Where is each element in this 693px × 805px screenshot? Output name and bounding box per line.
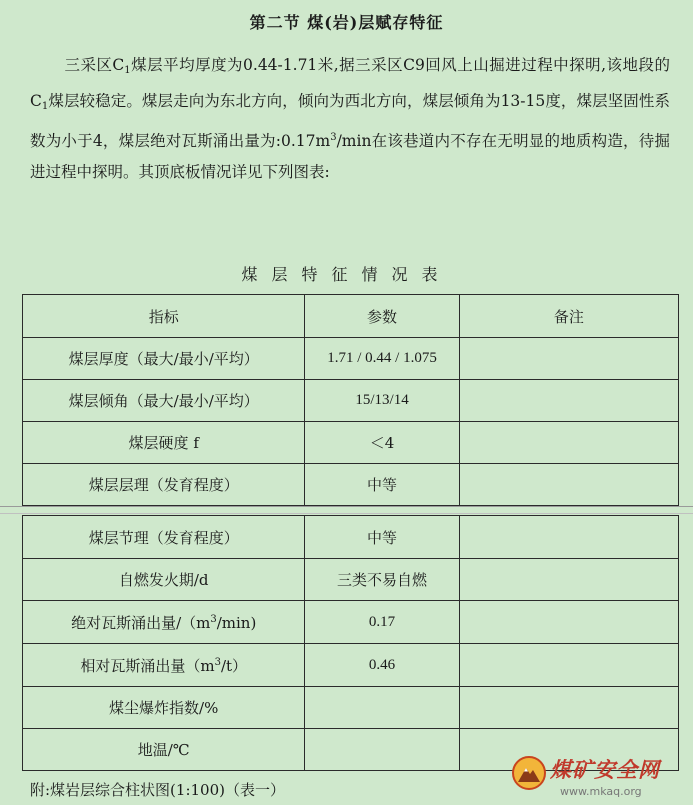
row-label <box>23 601 305 644</box>
watermark-url[interactable]: www.mkaq.org <box>560 785 642 798</box>
row-note <box>459 644 678 687</box>
table-row <box>23 464 679 506</box>
row-note <box>459 422 678 464</box>
mountain-logo-icon <box>512 756 546 790</box>
mountain-icon <box>517 763 541 783</box>
row-label: 煤层节理（发育程度） <box>23 516 305 559</box>
table-header-row <box>23 295 679 338</box>
row-value <box>305 729 459 771</box>
row-note <box>459 338 678 380</box>
row-note <box>459 559 678 601</box>
table-row <box>23 380 679 422</box>
label-text: 相对瓦斯涌出量（m <box>80 656 215 675</box>
table-caption: 煤层特征情况表 <box>241 265 452 284</box>
para-subscript: 1 <box>41 101 49 112</box>
row-value: 15/13/14 <box>305 380 459 422</box>
row-value <box>305 687 459 729</box>
row-label: 自燃发火期/d <box>23 559 305 601</box>
row-value: ＜4 <box>305 422 459 464</box>
table-row <box>23 516 679 559</box>
row-note <box>459 380 678 422</box>
row-label <box>23 644 305 687</box>
section-title: 第二节 煤(岩)层赋存特征 <box>249 13 444 32</box>
row-label: 地温/℃ <box>23 729 305 771</box>
para-superscript: 3 <box>330 132 337 143</box>
row-label: 煤尘爆炸指数/% <box>23 687 305 729</box>
header-indicator: 指标 <box>23 295 305 338</box>
footnote: 附:煤岩层综合柱状图(1:100)（表一） <box>30 781 285 799</box>
row-value: 0.46 <box>305 644 459 687</box>
table-row <box>23 422 679 464</box>
row-value: 中等 <box>305 516 459 559</box>
table-row <box>23 338 679 380</box>
row-note <box>459 687 678 729</box>
table-row <box>23 559 679 601</box>
row-value: 1.71 / 0.44 / 1.075 <box>305 338 459 380</box>
row-value: 0.17 <box>305 601 459 644</box>
row-note <box>459 601 678 644</box>
row-value: 三类不易自燃 <box>305 559 459 601</box>
coal-seam-table-part2 <box>22 515 679 771</box>
watermark-name: 煤矿安全网 <box>550 757 660 782</box>
para-subscript: 1 <box>124 65 131 76</box>
row-note <box>459 516 678 559</box>
para-text: 三采区C <box>64 56 125 74</box>
header-remark: 备注 <box>459 295 678 338</box>
page-break-divider <box>0 506 693 514</box>
label-text: 绝对瓦斯涌出量/（m <box>71 613 211 632</box>
row-label: 煤层硬度 f <box>23 422 305 464</box>
watermark[interactable] <box>510 752 693 805</box>
table-row <box>23 687 679 729</box>
label-superscript: 3 <box>214 656 221 668</box>
row-label: 煤层层理（发育程度） <box>23 464 305 506</box>
label-text: /min) <box>216 613 257 632</box>
label-superscript: 3 <box>210 613 217 625</box>
row-value: 中等 <box>305 464 459 506</box>
row-label: 煤层倾角（最大/最小/平均） <box>23 380 305 422</box>
table-row <box>23 644 679 687</box>
row-note <box>459 464 678 506</box>
para-text: 煤层较稳定。煤层走向为东北方向，倾向为西北方向，煤层倾角为13-15度，煤层坚固性系数为小于4，煤层绝对瓦斯涌出量为:0.17m <box>30 92 670 150</box>
coal-seam-table-part1 <box>22 294 679 506</box>
label-text: /t） <box>220 656 248 675</box>
header-parameter: 参数 <box>305 295 459 338</box>
table-row <box>23 601 679 644</box>
para-text: 煤层平均厚度为0.44-1.71米,据三采区C9回风上山掘进过程中探明,该地段的C <box>30 56 670 110</box>
para-text: /min在该巷道内不存在无明显的地质构造，待掘进过程中探明。其顶底板情况详见下列图表: <box>30 132 670 181</box>
row-label: 煤层厚度（最大/最小/平均） <box>23 338 305 380</box>
body-paragraph <box>30 50 670 188</box>
